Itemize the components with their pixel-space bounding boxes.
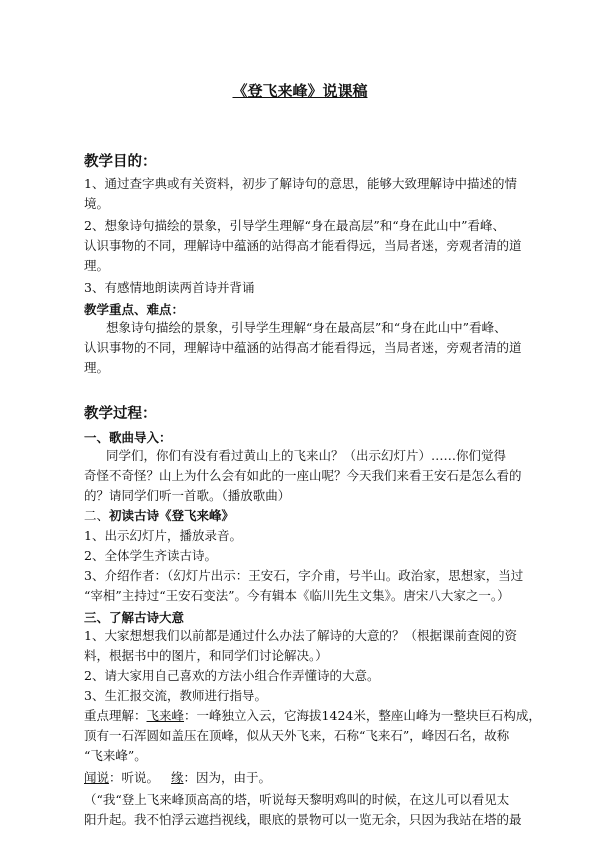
focus-line: “飞来峰”。 <box>84 748 147 763</box>
focus-term: 飞来峰 <box>146 708 185 723</box>
key-points-line: 认识事物的不同，理解诗中蕴涵的站得高才能看得远，当局者迷，旁观者清的道 <box>84 340 522 355</box>
focus-line: 顶有一石浑圆如盖压在顶峰，似从天外飞来，石称“飞来石”，峰因石名，故称 <box>84 728 510 743</box>
glossary-term-wenshuo: 闻说 <box>84 770 110 785</box>
section-2-line: 1、出示幻灯片，播放录音。 <box>84 528 242 543</box>
key-points-line: 理。 <box>84 360 110 375</box>
focus-label: 重点理解： <box>84 708 147 723</box>
document-title: 《登飞来峰》说课稿 <box>232 82 368 100</box>
objectives-line: 3、有感情地朗读两首诗并背诵 <box>84 280 255 295</box>
key-points-line: 想象诗句描绘的景象，引导学生理解“身在最高层”和“身在此山中”看峰、 <box>106 320 507 335</box>
section-3-line: 1、大家想想我们以前都是通过什么办法了解诗的大意的？（根据课前查阅的资 <box>84 628 517 643</box>
translation-line: 阳升起。我不怕浮云遮挡视线，眼底的景物可以一览无余，只因为我站在塔的最 <box>84 812 522 827</box>
objectives-line: 认识事物的不同，理解诗中蕴涵的站得高才能看得远，当局者迷，旁观者清的道 <box>84 238 522 253</box>
glossary-def-yuan: ：因为，由于。 <box>183 770 272 785</box>
section-3-line: 3、生汇报交流，教师进行指导。 <box>84 688 267 703</box>
objectives-heading: 教学目的： <box>84 154 157 170</box>
section-3-line: 料，根据书中的图片，和同学们讨论解决。） <box>84 648 328 663</box>
section-1-heading: 一、歌曲导入： <box>84 430 172 445</box>
translation-line: （“我“登上飞来峰顶高高的塔，听说每天黎明鸡叫的时候，在这儿可以看见太 <box>84 792 510 807</box>
section-2-line: “宰相”主持过“王安石变法”。今有辑本《临川先生文集》。唐宋八大家之一。） <box>84 588 510 603</box>
section-2-title: 初读古诗《登飞来峰》 <box>109 508 235 523</box>
focus-line <box>84 708 541 724</box>
focus-definition: ：一峰独立入云，它海拔1424米，整座山峰为一整块巨石构成， <box>184 708 541 723</box>
process-heading: 教学过程： <box>84 406 157 422</box>
section-3-heading: 三、了解古诗大意 <box>84 610 185 625</box>
section-3-line: 2、请大家用自己喜欢的方法小组合作弄懂诗的大意。 <box>84 668 380 683</box>
section-2-line: 3、介绍作者：（幻灯片出示：王安石，字介甫，号半山。政治家，思想家，当过 <box>84 568 524 583</box>
objectives-line: 境。 <box>84 196 110 211</box>
section-1-line: 的？请同学们听一首歌。（播放歌曲） <box>84 488 291 503</box>
section-2-number: 二、 <box>84 508 110 523</box>
objectives-line: 2、想象诗句描绘的景象，引导学生理解“身在最高层”和“身在此山中”看峰、 <box>84 218 506 233</box>
section-1-line: 奇怪不奇怪？山上为什么会有如此的一座山呢？今天我们来看王安石是怎么看的 <box>84 468 522 483</box>
glossary-def-wenshuo: ：听说。 <box>109 770 160 785</box>
key-points-heading: 教学重点、难点： <box>84 302 185 317</box>
objectives-line: 1、通过查字典或有关资料，初步了解诗句的意思，能够大致理解诗中描述的情 <box>84 176 517 191</box>
objectives-line: 理。 <box>84 258 110 273</box>
glossary-line <box>84 770 524 786</box>
section-1-line: 同学们，你们有没有看过黄山上的飞来山？（出示幻灯片）……你们觉得 <box>106 448 507 463</box>
glossary-term-yuan: 缘 <box>171 770 184 785</box>
section-2-line: 2、全体学生齐读古诗。 <box>84 548 217 563</box>
section-2-heading <box>84 508 524 524</box>
